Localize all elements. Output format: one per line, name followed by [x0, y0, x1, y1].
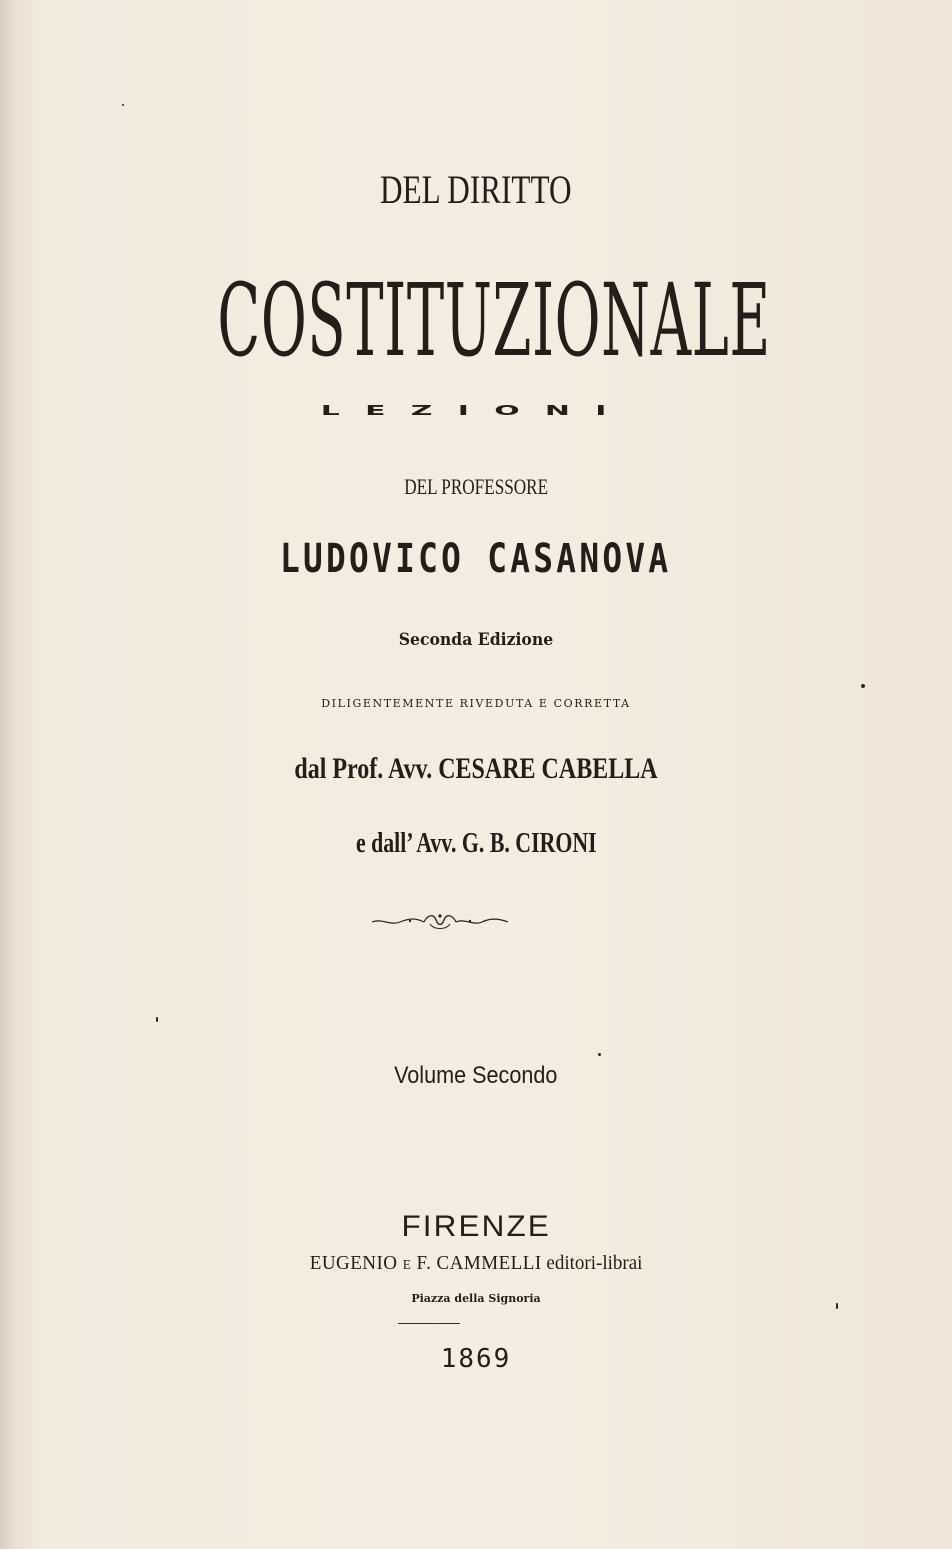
editor-line-1: dal Prof. Avv. CESARE CABELLA: [294, 752, 658, 785]
paper-speck: [836, 1303, 838, 1309]
paper-speck: [598, 1053, 601, 1056]
imprint-address: Piazza della Signoria: [411, 1292, 541, 1305]
ornament-divider-icon: [370, 910, 510, 934]
imprint-city: FIRENZE: [401, 1210, 551, 1243]
revised-line: DILIGENTEMENTE RIVEDUTA E CORRETTA: [321, 697, 631, 710]
professor-line: DEL PROFESSORE: [404, 474, 548, 499]
volume-line: Volume Secondo: [394, 1062, 558, 1089]
imprint-year: 1869: [440, 1344, 512, 1374]
title-line-1: DEL DIRITTO: [380, 167, 572, 212]
editor-line-2: e dall’ Avv. G. B. CIRONI: [355, 828, 597, 859]
paper-speck: [861, 684, 865, 688]
imprint-publisher: [0, 1252, 952, 1275]
author-name: LUDOVICO CASANOVA: [280, 536, 672, 582]
edition-line: Seconda Edizione: [398, 630, 554, 650]
title-line-2: COSTITUZIONALE: [217, 262, 771, 379]
paper-speck: [122, 104, 124, 106]
imprint-rule: [398, 1323, 460, 1324]
paper-speck: [156, 1017, 158, 1022]
subtitle: LEZIONI: [320, 403, 632, 419]
publisher-role: editori-librai: [546, 1252, 643, 1274]
publisher-name: EUGENIO e F. CAMMELLI: [309, 1252, 542, 1274]
